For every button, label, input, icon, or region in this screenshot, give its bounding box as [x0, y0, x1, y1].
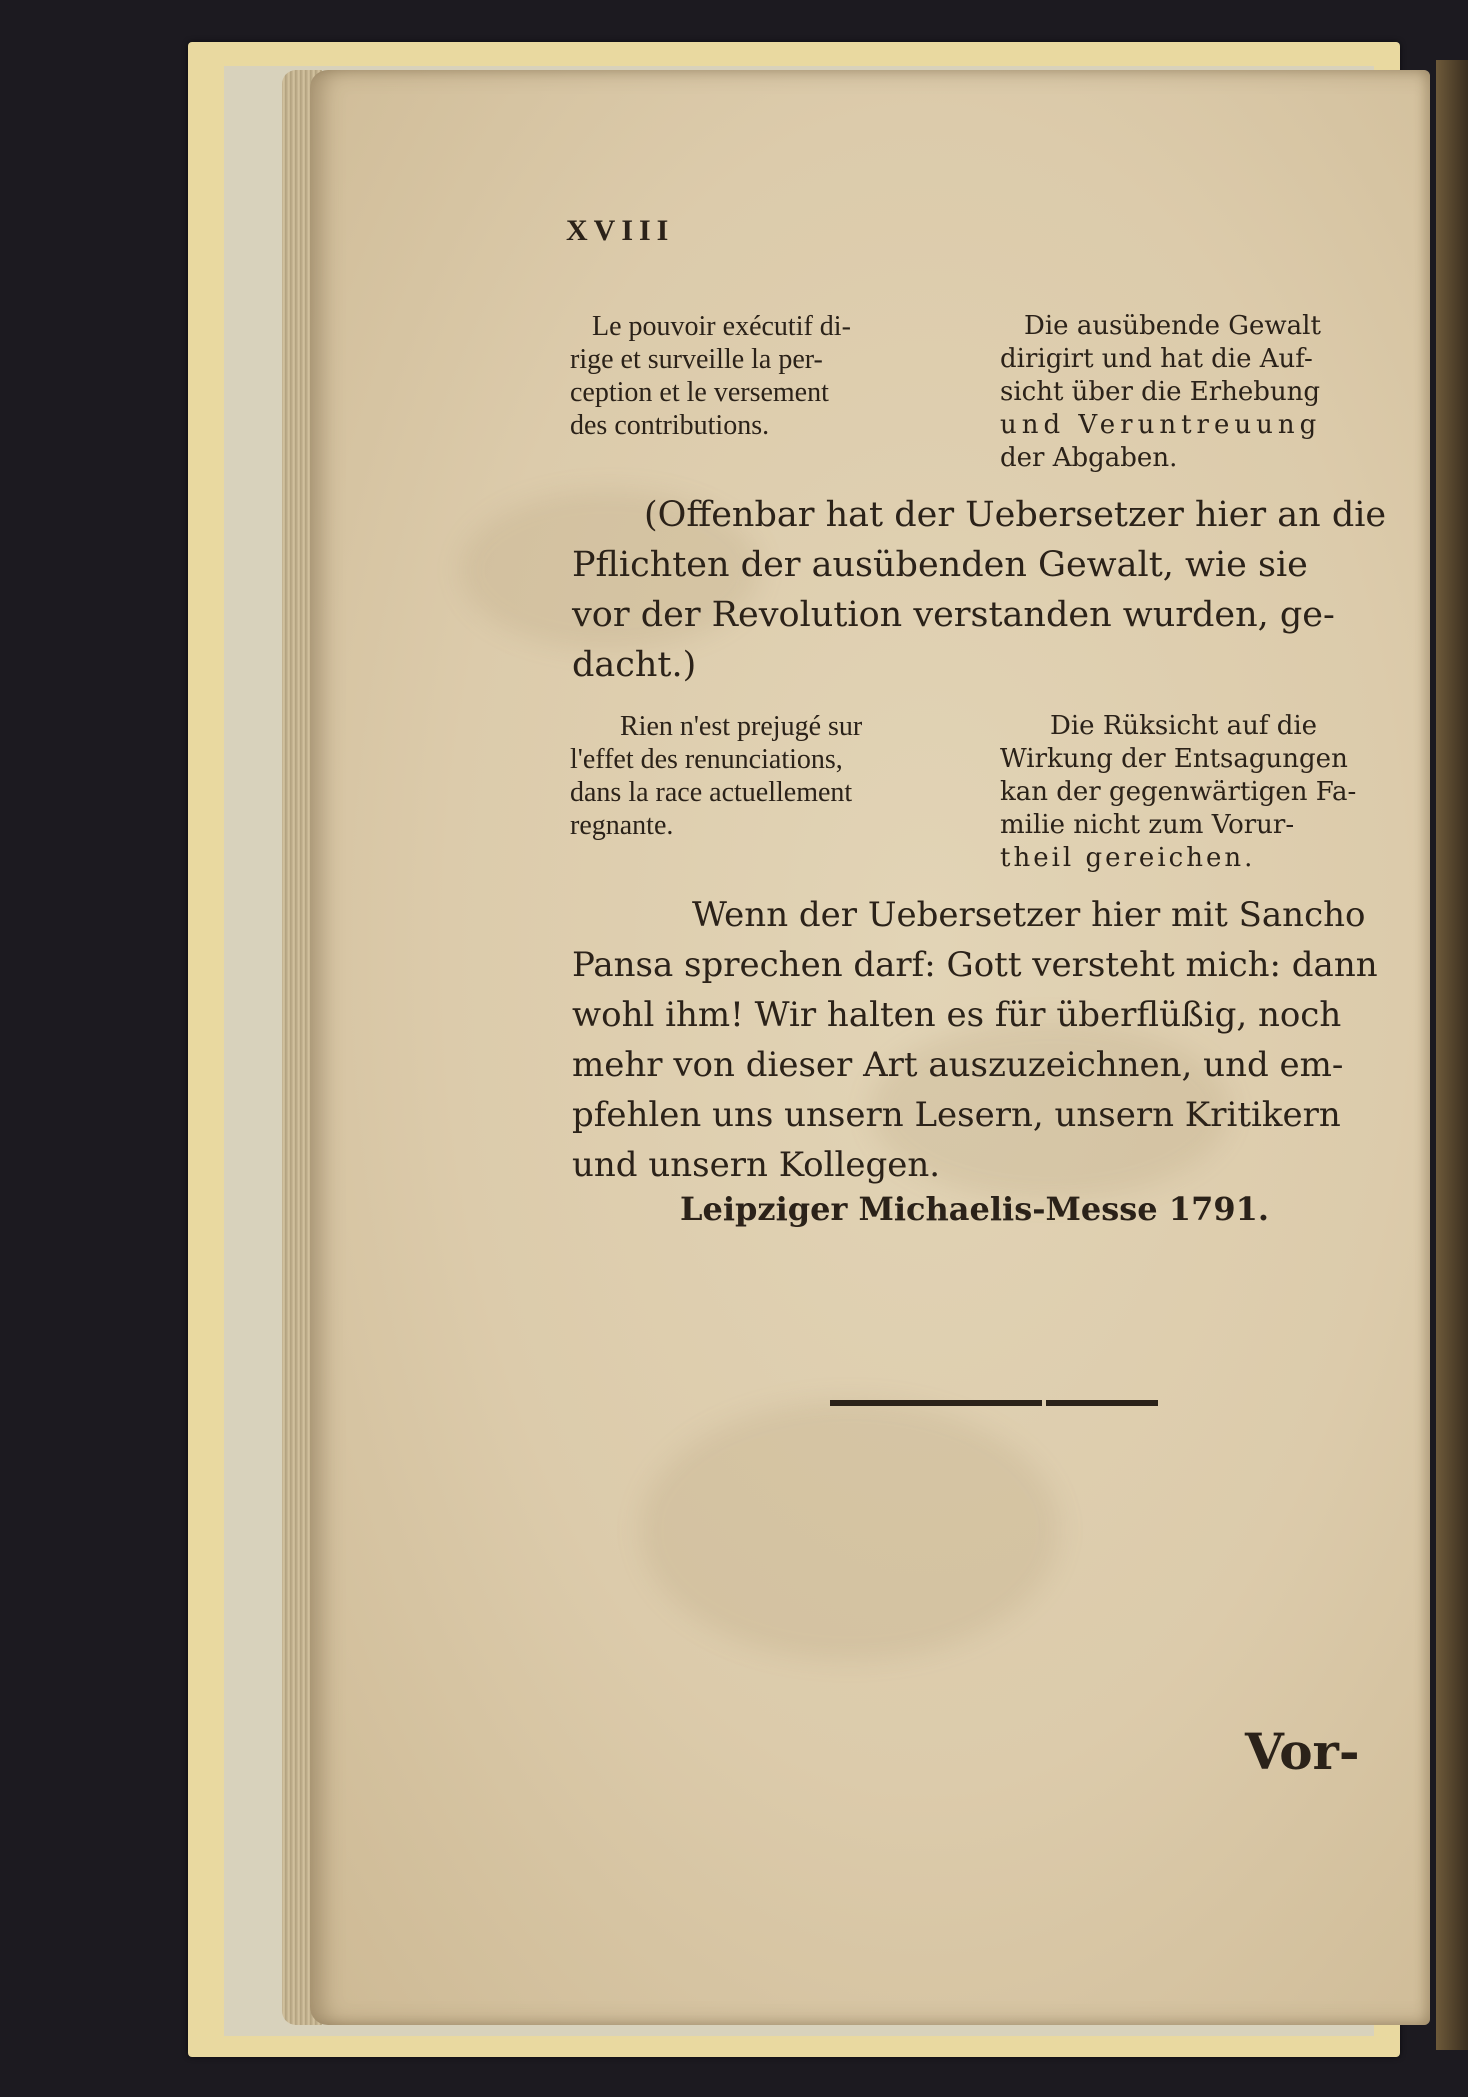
text-line: Wenn der Uebersetzer hier mit Sancho: [692, 895, 1366, 935]
closing-paragraph: [572, 890, 1378, 1190]
text-line: dans la race actuellement: [570, 777, 853, 808]
book-page: [310, 70, 1430, 2025]
text-line: pfehlen uns unsern Lesern, unsern Kritikern: [572, 1095, 1341, 1135]
text-line: kan der gegenwärtigen Fa-: [1000, 777, 1357, 807]
text-line: milie nicht zum Vorur-: [1000, 810, 1295, 840]
text-line: rige et surveille la per-: [570, 344, 823, 375]
text-line: ception et le versement: [570, 377, 829, 408]
page-number: XVIII: [566, 214, 675, 247]
text-line: Die ausübende Gewalt: [1024, 311, 1321, 341]
text-line: dirigirt und hat die Auf-: [1000, 344, 1313, 374]
text-line: theil gereichen.: [1000, 843, 1256, 873]
german-column-2: [1000, 710, 1356, 875]
signature-line: Leipziger Michaelis-Messe 1791.: [680, 1190, 1269, 1228]
text-line: sicht über die Erhebung: [1000, 377, 1321, 407]
paper-stain: [640, 1400, 1060, 1660]
text-line: und Veruntreuung: [1000, 410, 1322, 440]
text-line: wohl ihm! Wir halten es für überflüßig, noch: [572, 995, 1342, 1035]
text-line: vor der Revolution verstanden wurden, ge-: [572, 595, 1335, 635]
end-rule: [830, 1400, 1042, 1406]
end-rule: [1046, 1400, 1158, 1406]
text-line: (Offenbar hat der Uebersetzer hier an die: [644, 495, 1387, 535]
catchword: Vor-: [1245, 1722, 1360, 1781]
text-line: Pflichten der ausübenden Gewalt, wie sie: [572, 545, 1308, 585]
text-line: Die Rüksicht auf die: [1050, 711, 1318, 741]
text-line: und unsern Kollegen.: [572, 1145, 941, 1185]
text-line: Pansa sprechen darf: Gott versteht mich: dann: [572, 945, 1378, 985]
translator-note: [572, 490, 1386, 690]
book-spine: [1436, 60, 1468, 2050]
text-line: des contributions.: [570, 410, 770, 441]
text-line: dacht.): [572, 645, 697, 685]
text-line: l'effet des renunciations,: [570, 744, 843, 775]
text-line: regnante.: [570, 810, 674, 841]
text-line: Rien n'est prejugé sur: [620, 711, 863, 742]
text-line: Wirkung der Entsagungen: [1000, 744, 1348, 774]
german-column-1: [1000, 310, 1321, 475]
text-line: der Abgaben.: [1000, 443, 1178, 473]
french-column-2: [570, 710, 862, 842]
text-line: mehr von dieser Art auszuzeichnen, und em-: [572, 1045, 1344, 1085]
french-column-1: [570, 310, 851, 442]
text-line: Le pouvoir exécutif di-: [592, 311, 851, 342]
